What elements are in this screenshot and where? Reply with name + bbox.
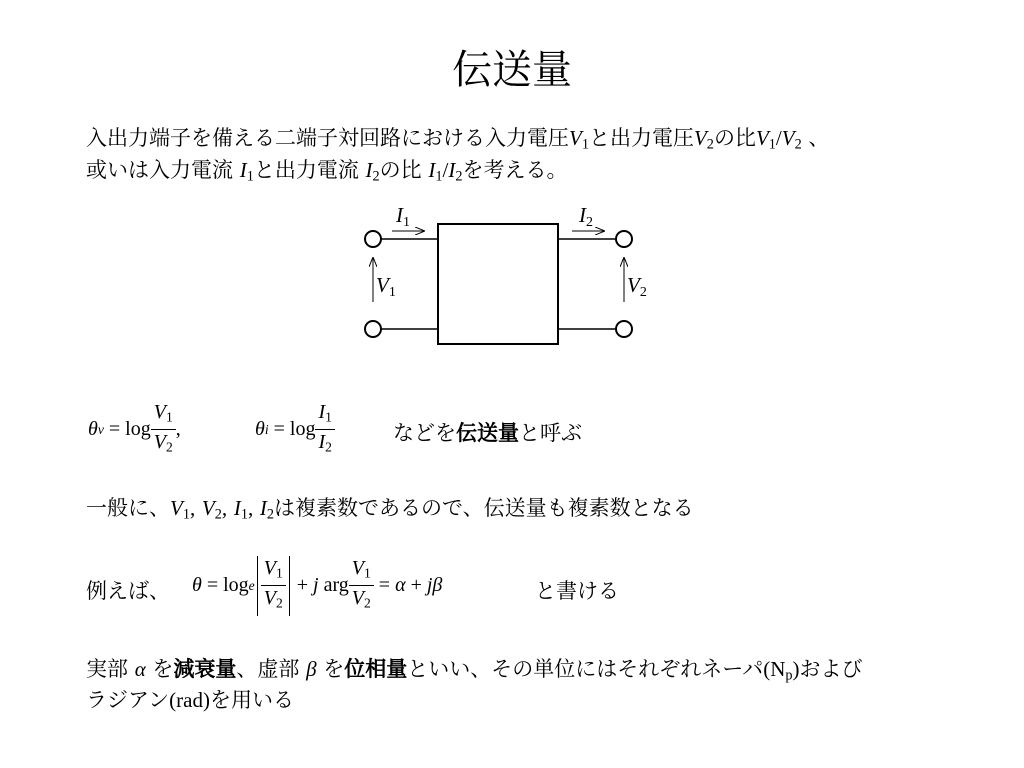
log: log	[289, 418, 316, 441]
caption-text: と呼ぶ	[519, 421, 582, 445]
symbol-beta: β	[306, 657, 317, 681]
comma: ,	[247, 496, 254, 520]
parts-line-2	[86, 686, 294, 714]
subscript: 2	[266, 506, 275, 523]
example-label: 例えば、	[86, 579, 170, 603]
formula-theta-complex	[192, 556, 442, 616]
symbol-alpha: α	[134, 657, 146, 681]
label-I2: I2	[579, 203, 593, 230]
intro-text: と出力電流	[253, 158, 359, 182]
subscript: 1	[325, 409, 332, 425]
symbol-I: I	[448, 158, 456, 182]
equals: =	[378, 574, 391, 597]
symbol-V: V	[755, 126, 769, 150]
parts-line-1	[86, 655, 863, 690]
symbol-V: V	[201, 496, 215, 520]
symbol-V: V	[351, 587, 364, 610]
unit-radian: (rad)	[169, 688, 210, 712]
example-tail: と書ける	[535, 579, 619, 603]
subscript: 1	[246, 168, 254, 185]
subscript: 2	[706, 136, 714, 153]
symbol-j: j	[313, 574, 319, 597]
two-port-circuit-diagram	[360, 196, 660, 356]
fraction-V1-over-V2	[261, 556, 286, 616]
parts-text: を用いる	[209, 688, 294, 712]
subscript: 2	[325, 439, 332, 455]
symbol-I: I	[318, 401, 326, 423]
symbol-I: I	[318, 431, 326, 454]
output-terminal-bottom	[616, 321, 632, 337]
comma: ,	[189, 496, 196, 520]
subscript: 2	[455, 168, 463, 185]
general-text: は複素数であるので、伝送量も複素数となる	[274, 496, 694, 520]
fraction-I1-over-I2	[315, 400, 334, 460]
equals: =	[108, 418, 121, 441]
input-terminal-top	[365, 231, 381, 247]
subscript: 2	[372, 168, 380, 185]
absolute-value	[257, 556, 290, 616]
parts-text: といい、その単位にはそれぞれネーパ	[407, 657, 764, 681]
symbol-V: V	[351, 557, 364, 579]
comma: ,	[175, 418, 181, 441]
intro-line-2	[86, 156, 567, 191]
equals: =	[273, 418, 285, 441]
symbol-V: V	[170, 496, 183, 520]
general-text: 一般に、	[86, 496, 170, 520]
term-phase: 位相量	[344, 657, 408, 681]
parts-text: および	[799, 657, 863, 681]
symbol-I: I	[239, 158, 247, 182]
subscript: 1	[768, 136, 776, 153]
subscript: 1	[581, 136, 589, 153]
comma: ,	[221, 496, 228, 520]
symbol-beta: β	[432, 574, 443, 597]
parts-text: を	[145, 657, 174, 681]
subscript: 2	[363, 595, 371, 611]
symbol-V: V	[263, 587, 276, 610]
arg: arg	[323, 574, 349, 597]
intro-text: の比	[713, 126, 756, 150]
subscript: 1	[165, 409, 173, 425]
symbol-theta: θ	[88, 418, 98, 441]
parts-text: 、虚部	[236, 657, 307, 681]
output-terminal-top	[616, 231, 632, 247]
subscript: 1	[240, 506, 248, 523]
parts-text: ラジアン	[86, 688, 170, 712]
intro-text: 入出力端子を備える二端子対回路における入力電圧	[86, 126, 569, 150]
symbol-I: I	[259, 496, 267, 520]
two-port-box	[438, 224, 558, 344]
intro-text: と出力電圧	[588, 126, 694, 150]
symbol-alpha: α	[395, 574, 406, 597]
formula-theta-v	[88, 400, 181, 460]
subscript: 1	[363, 565, 371, 581]
input-terminal-bottom	[365, 321, 381, 337]
subscript: 1	[435, 168, 443, 185]
subscript: 2	[794, 136, 802, 153]
label-I1: I1	[396, 203, 410, 230]
symbol-I: I	[428, 158, 436, 182]
formula-caption	[393, 417, 582, 447]
parts-text: を	[316, 657, 345, 681]
symbol-V: V	[569, 126, 582, 150]
log: log	[125, 418, 151, 441]
caption-text: などを	[393, 421, 456, 445]
subscript: i	[264, 421, 269, 437]
subscript: e	[248, 577, 255, 593]
subscript: 1	[275, 565, 283, 581]
symbol-I: I	[365, 158, 373, 182]
slash: /	[442, 158, 449, 182]
subscript: 1	[182, 506, 190, 523]
fraction-V1-over-V2	[151, 400, 176, 460]
log: log	[223, 574, 249, 597]
equals: =	[206, 574, 219, 597]
intro-text: 、	[808, 126, 830, 150]
symbol-V: V	[153, 401, 166, 423]
unit-neper: (N	[763, 657, 786, 681]
intro-line-1	[86, 124, 829, 159]
subscript: v	[97, 421, 104, 437]
term-attenuation: 減衰量	[173, 657, 237, 681]
formula-theta-i	[255, 400, 335, 460]
paren-close: )	[792, 657, 800, 681]
parts-text: 実部	[86, 657, 135, 681]
subscript: 2	[275, 595, 283, 611]
intro-text: の比	[379, 158, 422, 182]
symbol-V: V	[693, 126, 707, 150]
subscript: p	[785, 667, 793, 684]
page-title: 伝送量	[452, 47, 572, 93]
plus: +	[410, 574, 422, 597]
subscript: 2	[214, 506, 222, 523]
symbol-V: V	[263, 557, 276, 579]
slash: /	[775, 126, 782, 150]
symbol-V: V	[153, 431, 166, 454]
symbol-j: j	[426, 574, 433, 597]
subscript: 2	[165, 439, 173, 455]
symbol-theta: θ	[192, 574, 202, 597]
symbol-theta: θ	[255, 418, 265, 441]
symbol-V: V	[781, 126, 795, 150]
general-statement	[86, 494, 694, 529]
intro-text: 或いは入力電流	[86, 158, 233, 182]
symbol-I: I	[233, 496, 241, 520]
plus: +	[296, 574, 309, 597]
label-V1: V1	[376, 273, 396, 300]
intro-text: を考える。	[462, 158, 568, 182]
term-transmission-quantity: 伝送量	[456, 421, 519, 445]
label-V2: V2	[627, 273, 647, 300]
fraction-V1-over-V2	[349, 556, 374, 616]
